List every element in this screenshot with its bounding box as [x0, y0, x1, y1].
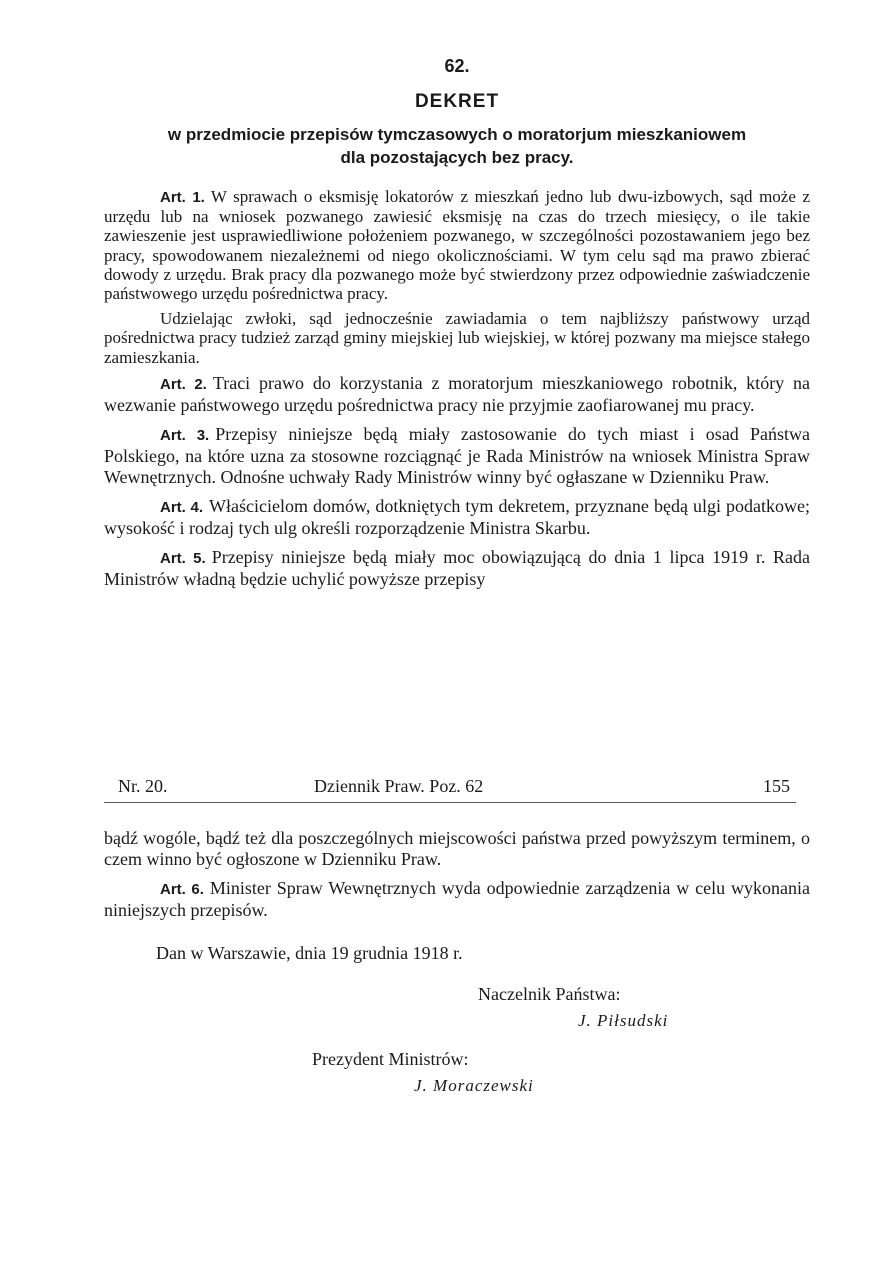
article-6 [104, 878, 810, 921]
decree-subtitle [104, 123, 810, 169]
article-5-continuation [104, 828, 810, 870]
article-2-text: Traci prawo do korzystania z moratorjum mieszkaniowego robotnik, który na wezwanie państwowego urzędu pośrednictwa pracy nie przyjmie zaofiarowanej mu pracy. [104, 372, 810, 415]
issue-number: Nr. 20. [118, 776, 168, 796]
article-5-text: Przepisy niniejsze będą miały moc obowiązującą do dnia 1 lipca 1919 r. Rada Ministrów władną będzie uchylić powyższe przepisy [104, 546, 810, 589]
date-line: Dan w Warszawie, dnia 19 grudnia 1918 r. [156, 943, 463, 963]
article-4-label: Art. 4. [160, 498, 204, 516]
article-1-label: Art. 1. [160, 189, 205, 206]
article-4 [104, 496, 810, 539]
article-6-text: Minister Spraw Wewnętrznych wyda odpowiednie zarządzenia w celu wykonania niniejszych przepisów. [104, 878, 810, 920]
article-4-text: Właścicielom domów, dotkniętych tym dekretem, przyznane będą ulgi podatkowe; wysokość i rodzaj tych ulg określi rozporządzenie Ministra Skarbu. [104, 495, 810, 538]
article-1-paragraph-2 [104, 309, 810, 367]
article-3-text: Przepisy niniejsze będą miały zastosowanie do tych miast i osad Państwa Polskiego, na które uzna za stosowne rozciągnąć je Rada Ministrów na wniosek Ministra Spraw Wewnętrznych. Odnośne uchwały Rady Ministrów winny być ogłaszane w Dzienniku Praw. [104, 423, 810, 487]
article-5 [104, 547, 810, 590]
article-1 [104, 187, 810, 303]
article-3 [104, 424, 810, 488]
decree-number: 62. [444, 56, 470, 76]
journal-reference: Dziennik Praw. Poz. 62 [314, 776, 484, 796]
article-5-continuation-text: bądź wogóle, bądź też dla poszczególnych miejscowości państwa przed powyższym terminem, o czem winno być ogłoszone w Dzienniku Praw. [104, 828, 810, 869]
article-2 [104, 373, 810, 416]
article-5-label: Art. 5. [160, 549, 206, 567]
subtitle-line-1: w przedmiocie przepisów tymczasowych o moratorjum mieszkaniowem [167, 125, 747, 144]
subtitle-line-2: dla pozostających bez pracy. [340, 148, 574, 167]
page-number: 155 [763, 776, 790, 796]
article-1-text: W sprawach o eksmisję lokatorów z mieszkań jedno lub dwu-izbowych, sąd może z urzędu lub na wniosek pozwanego zawiesić eksmisję na czas do trzech miesięcy, o ile takie zawieszenie jest usprawiedliwione położeniem pozwanego, w szczególności pozostawaniem jego bez pracy, spowodowanem niezależnemi od niego okolicznościami. W tym celu sąd ma prawo zbierać dowody z urzędu. Brak pracy dla pozwanego może być stwierdzony przez odpowiednie zaświadczenie państwowego urzędu pośrednictwa pracy. [104, 187, 810, 304]
footer-divider [104, 802, 796, 803]
signer-1-name: J. Piłsudski [578, 1011, 669, 1030]
decree-title: DEKRET [414, 91, 500, 112]
decree-page-bottom [104, 828, 810, 1096]
signer-1-title: Naczelnik Państwa: [478, 984, 621, 1004]
signer-2-name: J. Moraczewski [414, 1076, 534, 1095]
signer-2-title: Prezydent Ministrów: [312, 1049, 469, 1069]
article-6-label: Art. 6. [160, 881, 204, 898]
article-3-label: Art. 3. [160, 426, 210, 444]
article-2-label: Art. 2. [160, 375, 207, 393]
article-1-paragraph-2-text: Udzielając zwłoki, sąd jednocześnie zawiadamia o tem najbliższy państwowy urząd pośrednictwa pracy tudzież zarząd gminy miejskiej lub wiejskiej, w której pozwany ma miejsce stałego zamieszkania. [104, 309, 810, 367]
decree-page-top [104, 56, 810, 598]
